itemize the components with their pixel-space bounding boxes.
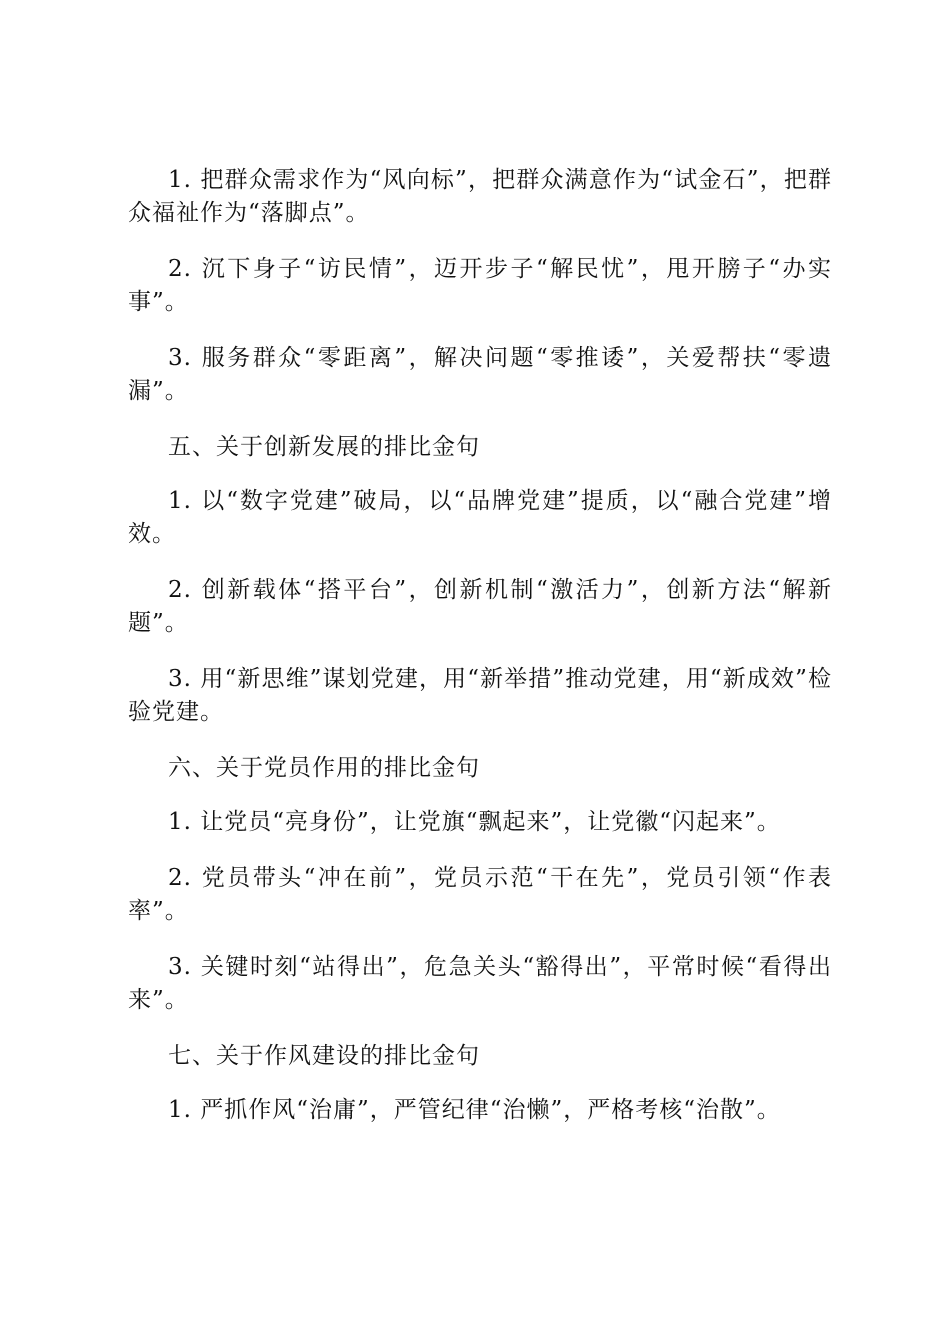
document-body xyxy=(128,164,832,1150)
list-item: 3. 服务群众“零距离”，解决问题“零推诿”，关爱帮扶“零遗漏”。 xyxy=(128,345,832,404)
section-heading: 六、关于党员作用的排比金句 xyxy=(168,755,480,781)
list-item: 2. 沉下身子“访民情”，迈开步子“解民忧”，甩开膀子“办实事”。 xyxy=(128,256,832,315)
section-heading: 五、关于创新发展的排比金句 xyxy=(168,434,480,460)
list-item: 1. 严抓作风“治庸”，严管纪律“治懒”，严格考核“治散”。 xyxy=(168,1097,781,1123)
section-heading: 七、关于作风建设的排比金句 xyxy=(168,1043,480,1069)
list-item: 3. 关键时刻“站得出”，危急关头“豁得出”，平常时候“看得出来”。 xyxy=(128,954,832,1013)
list-item: 2. 党员带头“冲在前”，党员示范“干在先”，党员引领“作表率”。 xyxy=(128,865,832,924)
list-item: 1. 把群众需求作为“风向标”，把群众满意作为“试金石”，把群众福祉作为“落脚点”。 xyxy=(128,167,832,226)
list-item: 1. 以“数字党建”破局，以“品牌党建”提质，以“融合党建”增效。 xyxy=(128,488,832,547)
list-item: 1. 让党员“亮身份”，让党旗“飘起来”，让党徽“闪起来”。 xyxy=(168,809,781,835)
list-item: 3. 用“新思维”谋划党建，用“新举措”推动党建，用“新成效”检验党建。 xyxy=(128,666,832,725)
list-item: 2. 创新载体“搭平台”，创新机制“激活力”，创新方法“解新题”。 xyxy=(128,577,832,636)
